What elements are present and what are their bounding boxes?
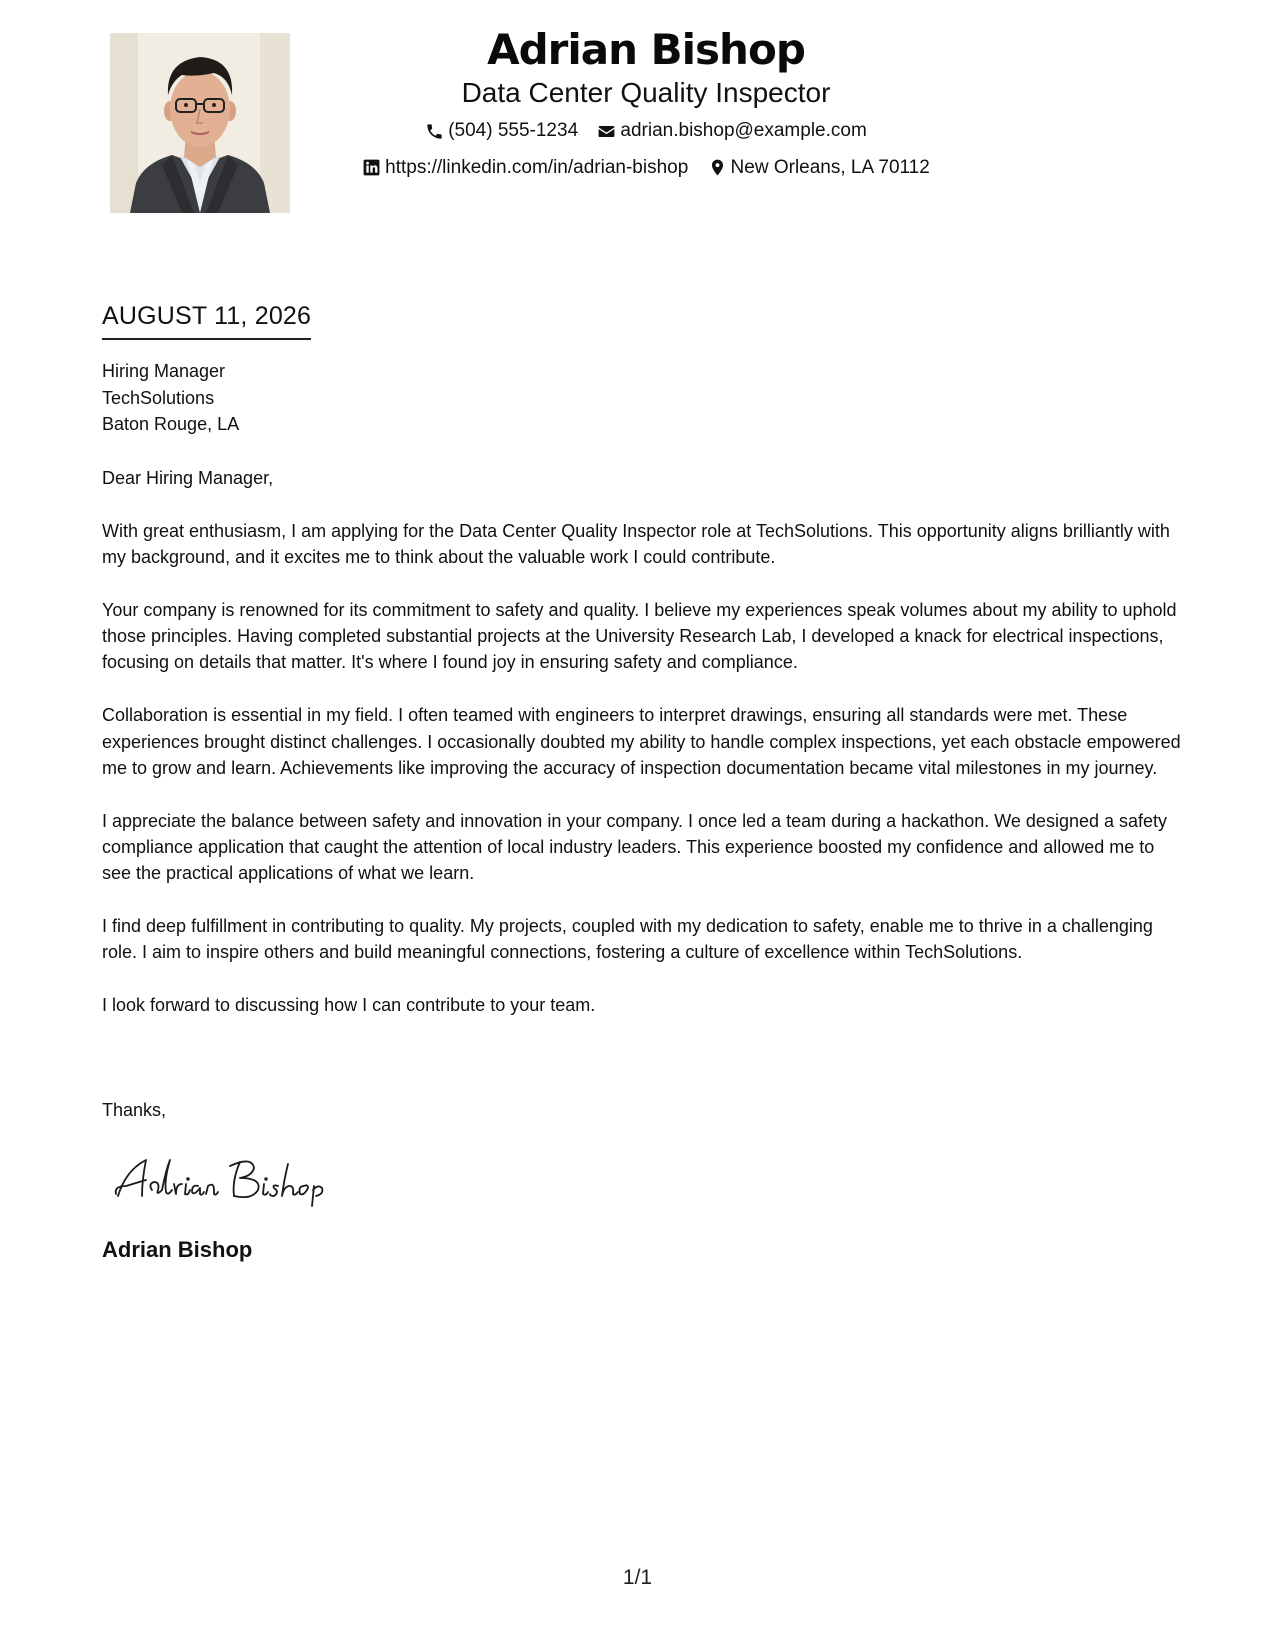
linkedin-icon	[362, 158, 381, 177]
letter-date: AUGUST 11, 2026	[102, 300, 311, 340]
phone-icon	[425, 122, 444, 141]
applicant-name: Adrian Bishop	[487, 25, 805, 74]
email-contact[interactable]	[597, 119, 866, 143]
profile-photo	[110, 33, 290, 213]
phone-contact[interactable]	[425, 119, 578, 143]
job-title: Data Center Quality Inspector	[461, 77, 831, 108]
location-contact	[708, 156, 930, 180]
contact-row-1	[330, 119, 962, 148]
envelope-icon	[597, 122, 616, 141]
linkedin-text: https://linkedin.com/in/adrian-bishop	[385, 156, 689, 178]
handwritten-signature	[112, 1150, 362, 1210]
phone-text: (504) 555-1234	[448, 120, 579, 141]
letter-paragraph: I appreciate the balance between safety and innovation in your company. I once led a team during a hackathon. We designed a safety compliance application that caught the attention of local industry leaders. This experience boosted my confidence and allowed me to see the practical applications of what we learn.	[102, 810, 1168, 884]
letter-paragraph: With great enthusiasm, I am applying for the Data Center Quality Inspector role at TechSolutions. This opportunity aligns brilliantly with my background, and it excites me to think about the valuable work I could contribute.	[102, 520, 1170, 568]
recipient-location: Baton Rouge, LA	[102, 414, 240, 434]
letter-paragraph: Collaboration is essential in my field. I often teamed with engineers to interpret drawings, ensuring all standards were met. These experiences brought distinct challenges. I occasionally doubted my ability to handle complex inspections, yet each obstacle empowered me to grow and learn. Achievements like improving the accuracy of inspection documentation became vital milestones in my journey.	[102, 705, 1181, 778]
header	[330, 22, 962, 184]
letter-paragraph: I find deep fulfillment in contributing to quality. My projects, coupled with my dedication to safety, enable me to thrive in a challenging role. I aim to inspire others and build meaningful connections, fostering a culture of excellence within TechSolutions.	[102, 916, 1153, 963]
page-number: 1/1	[622, 1566, 653, 1589]
recipient-name: Hiring Manager	[102, 361, 226, 381]
location-text: New Orleans, LA 70112	[730, 156, 930, 178]
map-pin-icon	[708, 158, 727, 177]
letter-body	[102, 465, 1182, 1045]
salutation: Dear Hiring Manager,	[102, 468, 274, 488]
signer-name: Adrian Bishop	[102, 1237, 253, 1262]
letter-paragraph: I look forward to discussing how I can contribute to your team.	[102, 995, 596, 1016]
email-text: adrian.bishop@example.com	[620, 120, 867, 141]
recipient-company: TechSolutions	[102, 387, 215, 408]
linkedin-contact[interactable]	[362, 156, 688, 180]
contact-row-2	[330, 156, 962, 185]
letter-paragraph: Your company is renowned for its commitment to safety and quality. I believe my experiences speak volumes about my ability to uphold those principles. Having completed substantial projects at the University Research Lab, I developed a knack for electrical inspections, focusing on details that matter. It's where I found joy in ensuring safety and compliance.	[102, 599, 1177, 673]
closing: Thanks,	[102, 1100, 167, 1120]
recipient-block	[102, 358, 239, 438]
